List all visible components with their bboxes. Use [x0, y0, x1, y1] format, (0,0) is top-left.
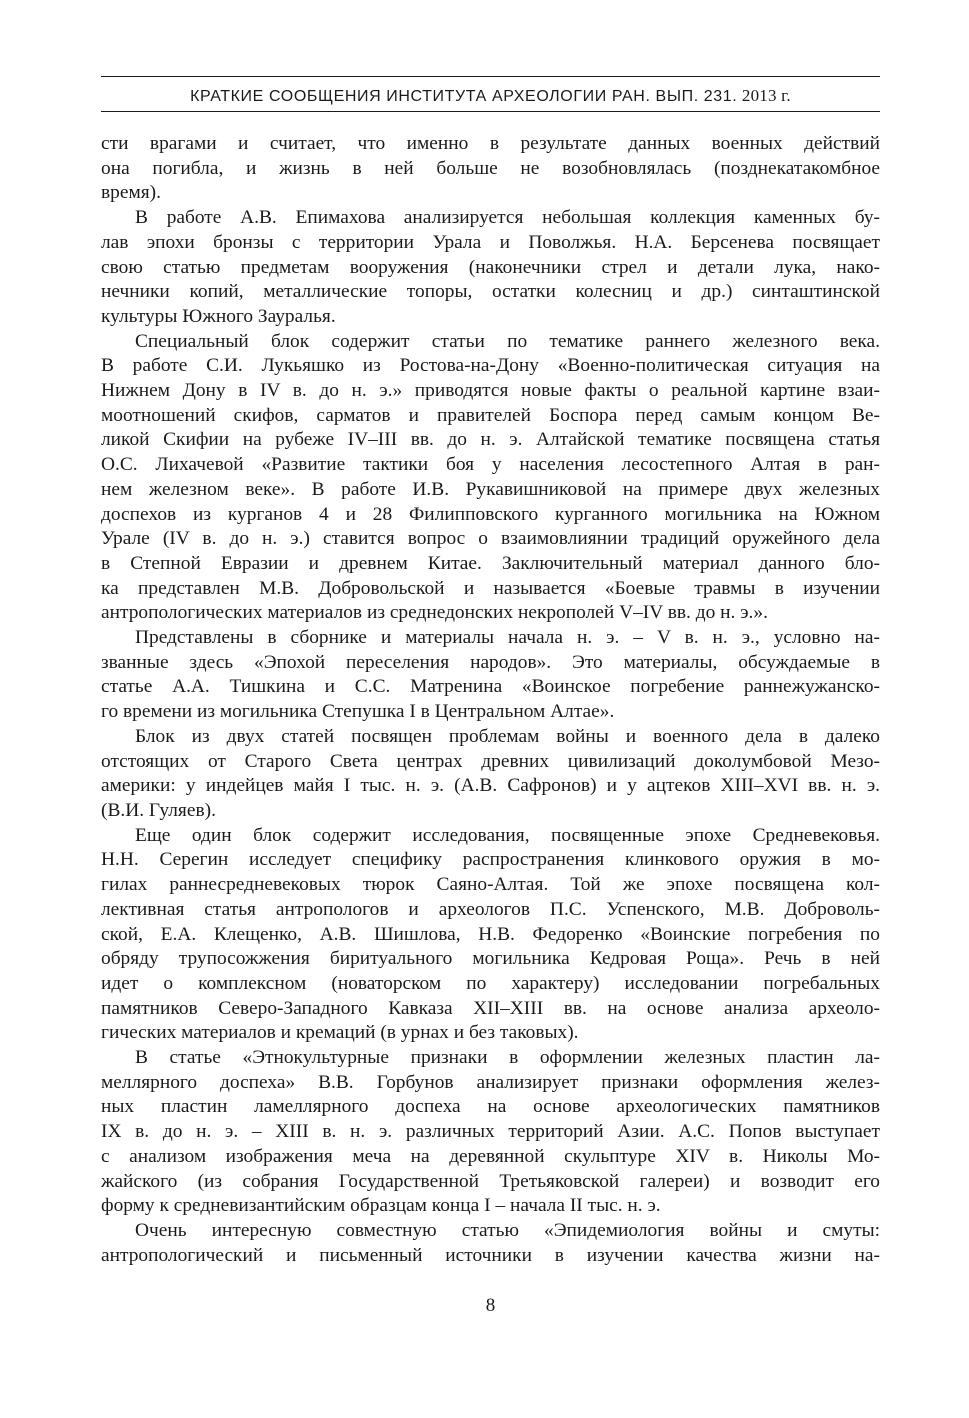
text-line: время).	[101, 182, 161, 204]
text-line: жайского (из собрания Государственной Третьяковской галереи) и возводит его	[101, 1170, 880, 1192]
text-line: идет о комплексном (новаторском по характеру) исследовании погребальных	[101, 972, 880, 994]
text-line: В работе С.И. Лукьяшко из Ростова-на-Дону «Военно-политическая ситуация на	[101, 355, 880, 377]
paragraph	[101, 132, 880, 206]
header-rule-bottom	[101, 111, 880, 112]
journal-year: 2013 г.	[741, 86, 791, 105]
text-line: в Степной Евразии и древнем Китае. Заключительный материал данного бло-	[101, 552, 880, 574]
text-line: с анализом изображения меча на деревянной скульптуре XIV в. Николы Мо-	[101, 1145, 880, 1167]
text-line: нем железном веке». В работе И.В. Рукавишниковой на примере двух железных	[101, 478, 880, 500]
text-line: форму к средневизантийским образцам конца I – начала II тыс. н. э.	[101, 1195, 661, 1217]
text-line: ской, Е.А. Клещенко, А.В. Шишлова, Н.В. Федоренко «Воинские погребения по	[101, 923, 880, 945]
paragraph	[101, 206, 880, 330]
paragraph	[101, 1046, 880, 1219]
text-line: Очень интересную совместную статью «Эпидемиология войны и смуты:	[135, 1219, 880, 1241]
text-line: ка представлен М.В. Добровольской и называется «Боевые травмы в изучении	[101, 577, 880, 599]
text-line: свою статью предметам вооружения (наконечники стрел и детали лука, нако-	[101, 256, 880, 278]
text-line: доспехов из курганов 4 и 28 Филипповского курганного могильника на Южном	[101, 503, 880, 525]
text-line: нечники копий, металлические топоры, остатки колесниц и др.) синташтинской	[101, 281, 880, 303]
text-line: лективная статья антропологов и археологов П.С. Успенского, М.В. Доброволь-	[101, 898, 880, 920]
text-line: Еще один блок содержит исследования, посвященные эпохе Средневековья.	[135, 824, 880, 846]
page-number: 8	[485, 1295, 496, 1316]
text-line: Нижнем Дону в IV в. до н. э.» приводятся новые факты о реальной картине взаи-	[101, 380, 880, 402]
text-line: антропологический и письменный источники в изучении качества жизни на-	[101, 1244, 880, 1266]
paragraph	[101, 725, 880, 824]
running-head	[101, 84, 880, 108]
text-line: памятников Северо-Западного Кавказа XII–XIII вв. на основе анализа археоло-	[101, 997, 880, 1019]
text-line: Специальный блок содержит статьи по тематике раннего железного века.	[135, 330, 880, 352]
text-line: отстоящих от Старого Света центрах древних цивилизаций доколумбовой Мезо-	[101, 750, 880, 772]
text-line: ликой Скифии на рубеже IV–III вв. до н. э. Алтайской тематике посвящена статья	[101, 429, 880, 451]
text-line: званные здесь «Эпохой переселения народов». Это материалы, обсуждаемые в	[101, 651, 880, 673]
text-line: культуры Южного Зауралья.	[101, 305, 336, 327]
text-line: статье А.А. Тишкина и С.С. Матренина «Воинское погребение раннежужанско-	[101, 676, 880, 698]
paragraph	[101, 626, 880, 725]
text-line: го времени из могильника Степушка I в Центральном Алтае».	[101, 701, 615, 723]
text-line: Представлены в сборнике и материалы начала н. э. – V в. н. э., условно на-	[135, 627, 880, 649]
paragraph	[101, 1219, 880, 1268]
text-line: гических материалов и кремаций (в урнах и без таковых).	[101, 1022, 579, 1044]
text-line: В работе А.В. Епимахова анализируется небольшая коллекция каменных бу-	[135, 207, 880, 229]
text-line: сти врагами и считает, что именно в результате данных военных действий	[101, 133, 880, 154]
text-line: В статье «Этнокультурные признаки в оформлении железных пластин ла-	[135, 1047, 880, 1069]
text-line: IX в. до н. э. – XIII в. н. э. различных территорий Азии. А.С. Попов выступает	[101, 1121, 880, 1143]
paragraph	[101, 330, 880, 626]
text-line: (В.И. Гуляев).	[101, 799, 216, 821]
text-line: гилах раннесредневековых тюрок Саяно-Алтая. Той же эпохе посвящена кол-	[101, 874, 880, 896]
text-line: она погибла, и жизнь в ней больше не возобновлялась (позднекатакомбное	[101, 157, 880, 179]
journal-title: КРАТКИЕ СООБЩЕНИЯ ИНСТИТУТА АРХЕОЛОГИИ РАН. ВЫП. 231.	[190, 88, 738, 105]
text-line: Н.Н. Серегин исследует специфику распространения клинкового оружия в мо-	[101, 849, 880, 871]
text-line: Урале (IV в. до н. э.) ставится вопрос о взаимовлиянии традиций оружейного дела	[101, 528, 880, 550]
text-line: О.С. Лихачевой «Развитие тактики боя у населения лесостепного Алтая в ран-	[101, 454, 880, 476]
text-line: меллярного доспеха» В.В. Горбунов анализирует признаки оформления желез-	[101, 1071, 880, 1093]
page	[101, 0, 880, 1418]
text-line: обряду трупосожжения биритуального могильника Кедровая Роща». Речь в ней	[101, 948, 880, 970]
text-line: америки: у индейцев майя I тыс. н. э. (А.В. Сафронов) и у ацтеков XIII–XVI вв. н. э.	[101, 775, 880, 797]
paragraph	[101, 824, 880, 1046]
text-line: антропологических материалов из среднедонских некрополей V–IV вв. до н. э.».	[101, 602, 768, 624]
text-line: Блок из двух статей посвящен проблемам войны и военного дела в далеко	[135, 725, 880, 747]
text-line: моотношений скифов, сарматов и правителей Боспора перед самым концом Ве-	[101, 404, 880, 426]
header-rule-top	[101, 76, 880, 77]
body-text	[101, 132, 880, 1268]
text-line: ных пластин ламеллярного доспеха на основе археологических памятников	[101, 1096, 880, 1118]
text-line: лав эпохи бронзы с территории Урала и Поволжья. Н.А. Берсенева посвящает	[101, 231, 880, 253]
